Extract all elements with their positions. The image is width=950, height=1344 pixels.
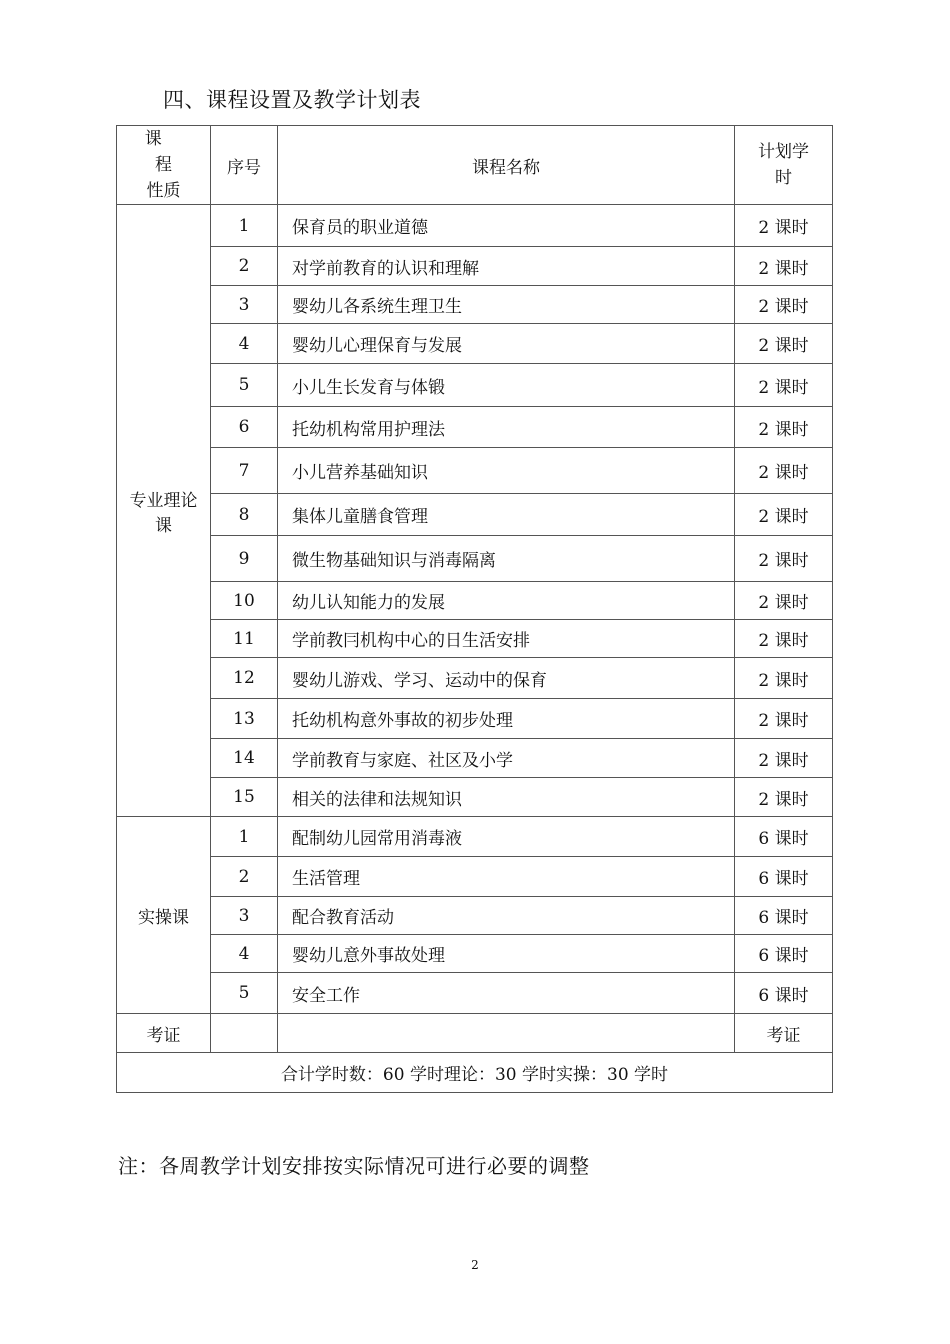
row-hours: 2 课时 bbox=[735, 286, 833, 324]
table-row bbox=[117, 897, 833, 935]
header-type-line1: 课 程 bbox=[144, 129, 220, 175]
row-hours: 2 课时 bbox=[735, 247, 833, 286]
table-row bbox=[117, 973, 833, 1014]
header-course-type bbox=[117, 126, 220, 205]
row-hours: 2 课时 bbox=[735, 582, 833, 620]
table-header-row bbox=[117, 126, 833, 205]
table-row bbox=[117, 324, 833, 364]
table-row bbox=[117, 620, 833, 658]
table-row bbox=[117, 536, 833, 582]
row-course-name: 集体儿童膳食管理 bbox=[278, 494, 735, 536]
exam-seq bbox=[211, 1014, 278, 1053]
row-hours: 6 课时 bbox=[735, 817, 833, 857]
row-course-name: 幼儿认知能力的发展 bbox=[278, 582, 735, 620]
row-seq: 3 bbox=[211, 286, 278, 324]
header-hours-line2: 时 bbox=[775, 168, 792, 188]
row-seq: 12 bbox=[211, 658, 278, 699]
row-seq: 13 bbox=[211, 699, 278, 739]
header-course-name: 课程名称 bbox=[278, 126, 735, 205]
row-course-name: 相关的法律和法规知识 bbox=[278, 778, 735, 817]
row-seq: 6 bbox=[211, 407, 278, 448]
table-row bbox=[117, 935, 833, 973]
row-seq: 11 bbox=[211, 620, 278, 658]
header-planned-hours bbox=[735, 126, 833, 205]
row-course-name: 托幼机构常用护理法 bbox=[278, 407, 735, 448]
row-seq: 7 bbox=[211, 448, 278, 494]
row-seq: 9 bbox=[211, 536, 278, 582]
table-row bbox=[117, 494, 833, 536]
table-row bbox=[117, 407, 833, 448]
row-seq: 1 bbox=[211, 205, 278, 247]
group-type-practical bbox=[117, 817, 211, 1014]
table-row bbox=[117, 699, 833, 739]
table-row bbox=[117, 286, 833, 324]
header-seq: 序号 bbox=[211, 126, 278, 205]
row-hours: 2 课时 bbox=[735, 324, 833, 364]
table-row bbox=[117, 247, 833, 286]
exam-hours: 考证 bbox=[735, 1014, 833, 1053]
table-row bbox=[117, 857, 833, 897]
group-type-theory-line2: 课 bbox=[155, 515, 172, 536]
row-course-name: 微生物基础知识与消毒隔离 bbox=[278, 536, 735, 582]
row-seq: 4 bbox=[211, 935, 278, 973]
exam-name bbox=[278, 1014, 735, 1053]
group-type-theory bbox=[117, 205, 211, 817]
row-course-name: 安全工作 bbox=[278, 973, 735, 1014]
table-row bbox=[117, 778, 833, 817]
row-hours: 2 课时 bbox=[735, 364, 833, 407]
adjustment-note: 注：各周教学计划安排按实际情况可进行必要的调整 bbox=[118, 1154, 590, 1178]
row-course-name: 保育员的职业道德 bbox=[278, 205, 735, 247]
row-seq: 2 bbox=[211, 857, 278, 897]
row-hours: 2 课时 bbox=[735, 699, 833, 739]
row-seq: 5 bbox=[211, 364, 278, 407]
row-course-name: 婴幼儿意外事故处理 bbox=[278, 935, 735, 973]
row-seq: 14 bbox=[211, 739, 278, 778]
table-row bbox=[117, 658, 833, 699]
table-row bbox=[117, 817, 833, 857]
row-hours: 2 课时 bbox=[735, 536, 833, 582]
row-hours: 6 课时 bbox=[735, 973, 833, 1014]
row-course-name: 婴幼儿心理保育与发展 bbox=[278, 324, 735, 364]
table-row bbox=[117, 582, 833, 620]
row-hours: 2 课时 bbox=[735, 205, 833, 247]
row-course-name: 配制幼儿园常用消毒液 bbox=[278, 817, 735, 857]
row-seq: 15 bbox=[211, 778, 278, 817]
exam-row bbox=[117, 1014, 833, 1053]
section-title: 四、课程设置及教学计划表 bbox=[163, 88, 421, 112]
header-hours-line1: 计划学 bbox=[758, 142, 809, 162]
row-seq: 8 bbox=[211, 494, 278, 536]
total-row bbox=[117, 1053, 833, 1093]
row-course-name: 生活管理 bbox=[278, 857, 735, 897]
row-course-name: 学前教冃机构中心的日生活安排 bbox=[278, 620, 735, 658]
table-row bbox=[117, 205, 833, 247]
row-hours: 2 课时 bbox=[735, 658, 833, 699]
table-row bbox=[117, 739, 833, 778]
row-seq: 3 bbox=[211, 897, 278, 935]
row-hours: 2 课时 bbox=[735, 407, 833, 448]
row-course-name: 小儿生长发育与体锻 bbox=[278, 364, 735, 407]
row-course-name: 配合教育活动 bbox=[278, 897, 735, 935]
row-seq: 1 bbox=[211, 817, 278, 857]
row-hours: 2 课时 bbox=[735, 494, 833, 536]
row-hours: 2 课时 bbox=[735, 620, 833, 658]
exam-type: 考证 bbox=[117, 1014, 211, 1053]
group-type-theory-line1: 专业理论 bbox=[129, 490, 198, 511]
row-seq: 4 bbox=[211, 324, 278, 364]
header-type-line2: 性质 bbox=[146, 181, 181, 201]
row-hours: 2 课时 bbox=[735, 778, 833, 817]
table-row bbox=[117, 448, 833, 494]
table-row bbox=[117, 364, 833, 407]
row-hours: 2 课时 bbox=[735, 739, 833, 778]
row-hours: 2 课时 bbox=[735, 448, 833, 494]
row-course-name: 婴幼儿各系统生理卫生 bbox=[278, 286, 735, 324]
course-plan-table bbox=[116, 125, 833, 1093]
page-number: 2 bbox=[471, 1258, 479, 1272]
row-seq: 2 bbox=[211, 247, 278, 286]
total-hours: 合计学时数：60 学时理论：30 学时实操：30 学时 bbox=[117, 1053, 833, 1093]
row-hours: 6 课时 bbox=[735, 857, 833, 897]
row-seq: 5 bbox=[211, 973, 278, 1014]
row-course-name: 托幼机构意外事故的初步处理 bbox=[278, 699, 735, 739]
row-course-name: 学前教育与家庭、社区及小学 bbox=[278, 739, 735, 778]
row-course-name: 婴幼儿游戏、学习、运动中的保育 bbox=[278, 658, 735, 699]
row-hours: 6 课时 bbox=[735, 897, 833, 935]
row-course-name: 对学前教育的认识和理解 bbox=[278, 247, 735, 286]
group-type-practical-line1: 实操课 bbox=[138, 907, 189, 928]
row-seq: 10 bbox=[211, 582, 278, 620]
row-hours: 6 课时 bbox=[735, 935, 833, 973]
row-course-name: 小儿营养基础知识 bbox=[278, 448, 735, 494]
